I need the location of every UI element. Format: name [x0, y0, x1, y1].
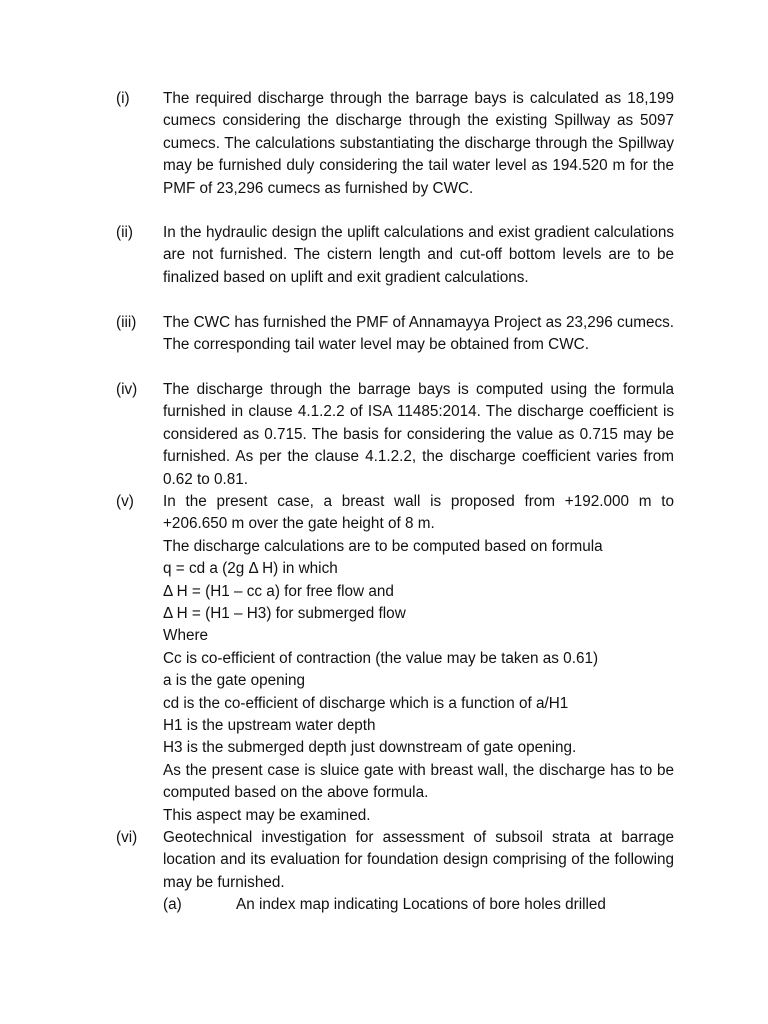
item-number: (i): [116, 90, 130, 107]
formula-line: H3 is the submerged depth just downstream of gate opening.: [163, 739, 577, 757]
formula-line: cd is the co-efficient of discharge which is a function of a/H1: [163, 694, 569, 712]
item-number: (iii): [116, 314, 137, 331]
sub-item-a: [163, 894, 674, 916]
sub-item-label: (a): [163, 896, 182, 914]
item-text: In the hydraulic design the uplift calculations and exist gradient calculations are not furnished. The cistern length and cut-off bottom levels are to be finalized based on uplift and exit gradient calculations.: [163, 224, 674, 286]
formula-line: The discharge calculations are to be computed based on formula: [163, 537, 603, 555]
formula-line: a is the gate opening: [163, 672, 306, 690]
item-text: The required discharge through the barrage bays is calculated as 18,199 cumecs considering the discharge through the existing Spillway as 5097 cumecs. The calculations substantiating the discharge through the Spillway may be furnished duly considering the tail water level as 194.520 m for the PMF of 23,296 cumecs as furnished by CWC.: [163, 90, 674, 197]
item-intro: In the present case, a breast wall is proposed from +192.000 m to +206.650 m over the gate height of 8 m.: [163, 493, 674, 533]
formula-line: H1 is the upstream water depth: [163, 717, 376, 735]
item-number: (iv): [116, 381, 138, 398]
formula-line: Δ H = (H1 – cc a) for free flow and: [163, 582, 394, 600]
item-number: (v): [116, 493, 134, 510]
item-number: (ii): [116, 224, 133, 241]
item-outro: As the present case is sluice gate with breast wall, the discharge has to be computed based on the above formula.: [163, 761, 674, 802]
sub-item-text: An index map indicating Locations of bore holes drilled: [236, 896, 606, 914]
item-text: Geotechnical investigation for assessment of subsoil strata at barrage location and its evaluation for foundation design comprising of the following may be furnished.: [163, 829, 674, 891]
item-text: The discharge through the barrage bays is computed using the formula furnished in clause 4.1.2.2 of ISA 11485:2014. The discharge coefficient is considered as 0.715. The basis for considering the value as 0.715 may be furnished. As per the clause 4.1.2.2, the discharge coefficient varies from 0.62 to 0.81.: [163, 381, 674, 488]
item-closing: This aspect may be examined.: [163, 806, 371, 824]
formula-line: Δ H = (H1 – H3) for submerged flow: [163, 605, 406, 623]
item-number: (vi): [116, 829, 138, 846]
formula-line: Where: [163, 627, 209, 645]
formula-line: Cc is co-efficient of contraction (the value may be taken as 0.61): [163, 649, 599, 667]
formula-line: q = cd a (2g Δ H) in which: [163, 560, 338, 578]
item-text: The CWC has furnished the PMF of Annamayya Project as 23,296 cumecs. The corresponding tail water level may be obtained from CWC.: [163, 314, 674, 354]
